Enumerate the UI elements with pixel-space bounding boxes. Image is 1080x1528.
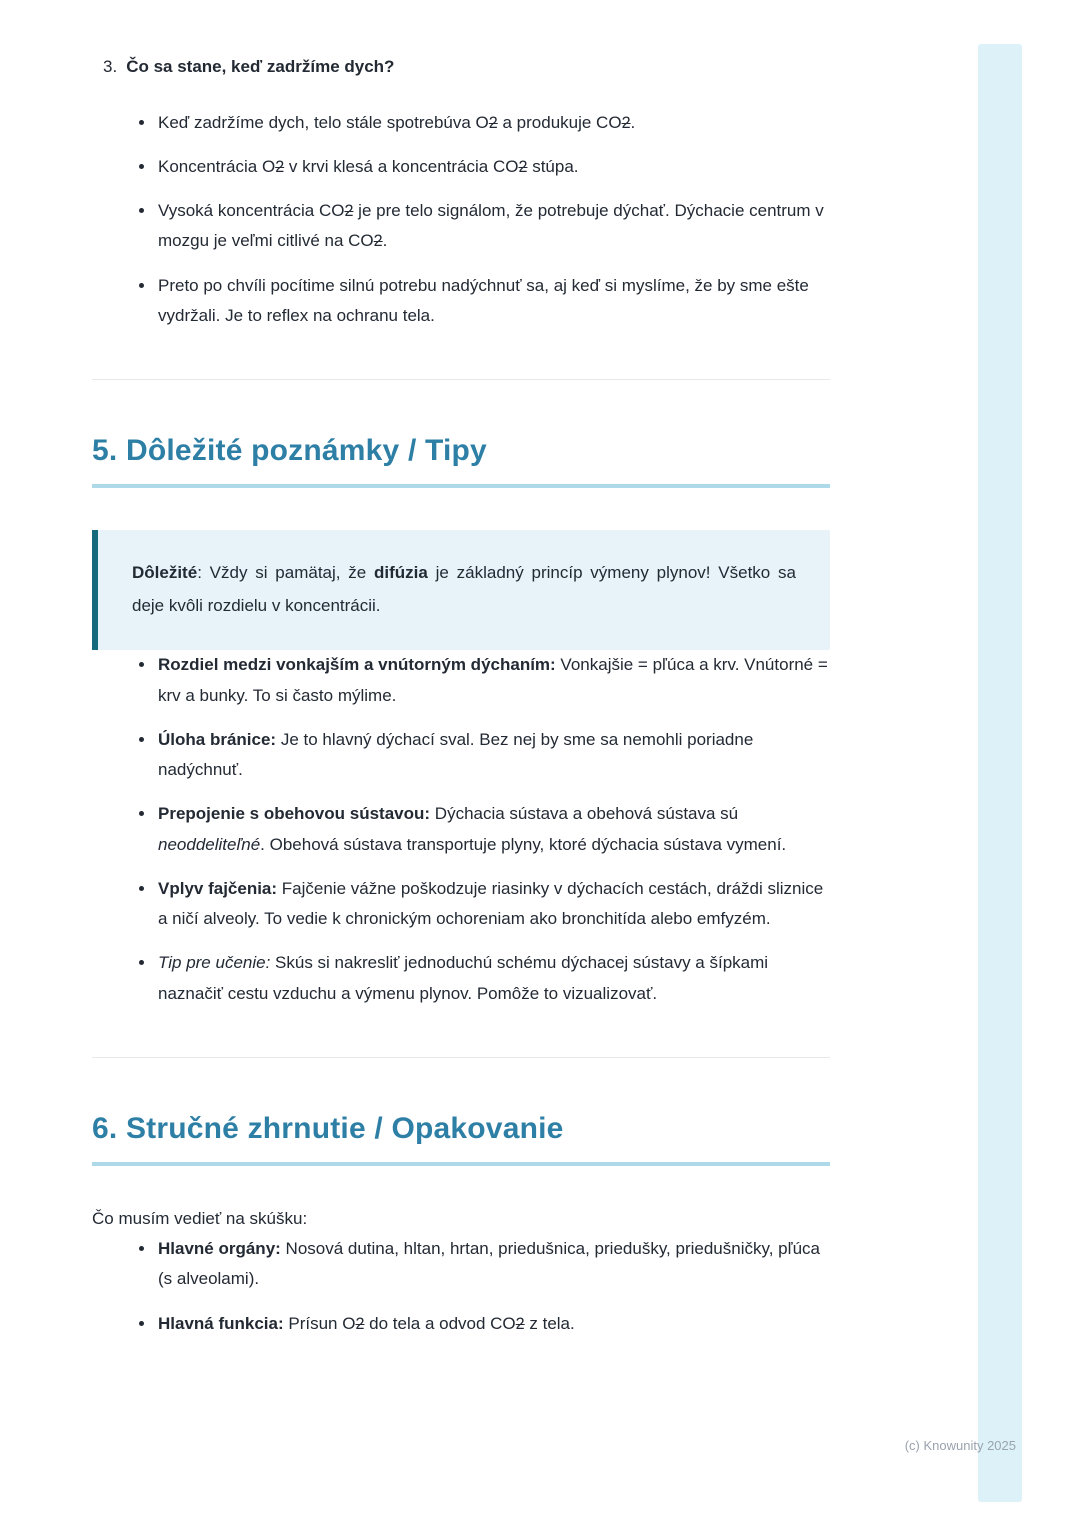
list-item: • Hlavná funkcia: Prísun O2 do tela a odvod CO2 z tela. [156,1309,830,1339]
question-number: 3. [103,57,118,76]
list-item: • Vplyv fajčenia: Fajčenie vážne poškodzuje riasinky v dýchacích cestách, dráždi sliznice a ničí alveoly. To vedie k chronickým ochoreniam ako bronchitída alebo emfyzém. [156,874,830,935]
list-item: • Keď zadržíme dych, telo stále spotrebúva O2 a produkuje CO2. [156,108,830,138]
question-title: Čo sa stane, keď zadržíme dych? [126,57,395,76]
list-item: • Úloha bránice: Je to hlavný dýchací sval. Bez nej by sme sa nemohli poriadne nadýchnuť. [156,725,830,786]
list-item: • Rozdiel medzi vonkajším a vnútorným dýchaním: Vonkajšie = pľúca a krv. Vnútorné = krv a bunky. To si často mýlime. [156,650,830,711]
list-item: • Koncentrácia O2 v krvi klesá a koncentrácia CO2 stúpa. [156,152,830,182]
list-item: • Prepojenie s obehovou sústavou: Dýchacia sústava a obehová sústava sú neoddeliteľné. Obehová sústava transportuje plyny, ktoré dýchacia sústava vymení. [156,799,830,860]
summary-intro: Čo musím vedieť na skúšku: [92,1208,308,1228]
callout-text: Dôležité: Vždy si pamätaj, že difúzia je základný princíp výmeny plynov! Všetko sa deje kvôli rozdielu v koncentrácii. [132,563,796,616]
list-item: • Tip pre učenie: Skús si nakresliť jednoduchú schému dýchacej sústavy a šípkami naznačiť cestu vzduchu a výmenu plynov. Pomôže to vizualizovať. [156,948,830,1009]
section-6-heading: 6. Stručné zhrnutie / Opakovanie [92,1112,830,1166]
section-5-list [92,650,830,1009]
question-3-list [92,108,830,332]
section-5-heading: 5. Dôležité poznámky / Tipy [92,434,830,488]
question-3-heading [92,54,830,80]
list-item: • Vysoká koncentrácia CO2 je pre telo signálom, že potrebuje dýchať. Dýchacie centrum v mozgu je veľmi citlivé na CO2. [156,196,830,257]
important-callout [92,530,830,650]
list-item: • Preto po chvíli pocítime silnú potrebu nadýchnuť sa, aj keď si myslíme, že by sme ešte vydržali. Je to reflex na ochranu tela. [156,271,830,332]
page-footer: (c) Knowunity 2025 [904,1438,1016,1453]
list-item: • Hlavné orgány: Nosová dutina, hltan, hrtan, priedušnica, priedušky, priedušničky, pľúca (s alveolami). [156,1234,830,1295]
right-accent-bar [978,44,1022,1502]
section-6-list [92,1234,830,1339]
section-divider [92,379,830,380]
section-divider [92,1057,830,1058]
document-content [92,54,830,1353]
